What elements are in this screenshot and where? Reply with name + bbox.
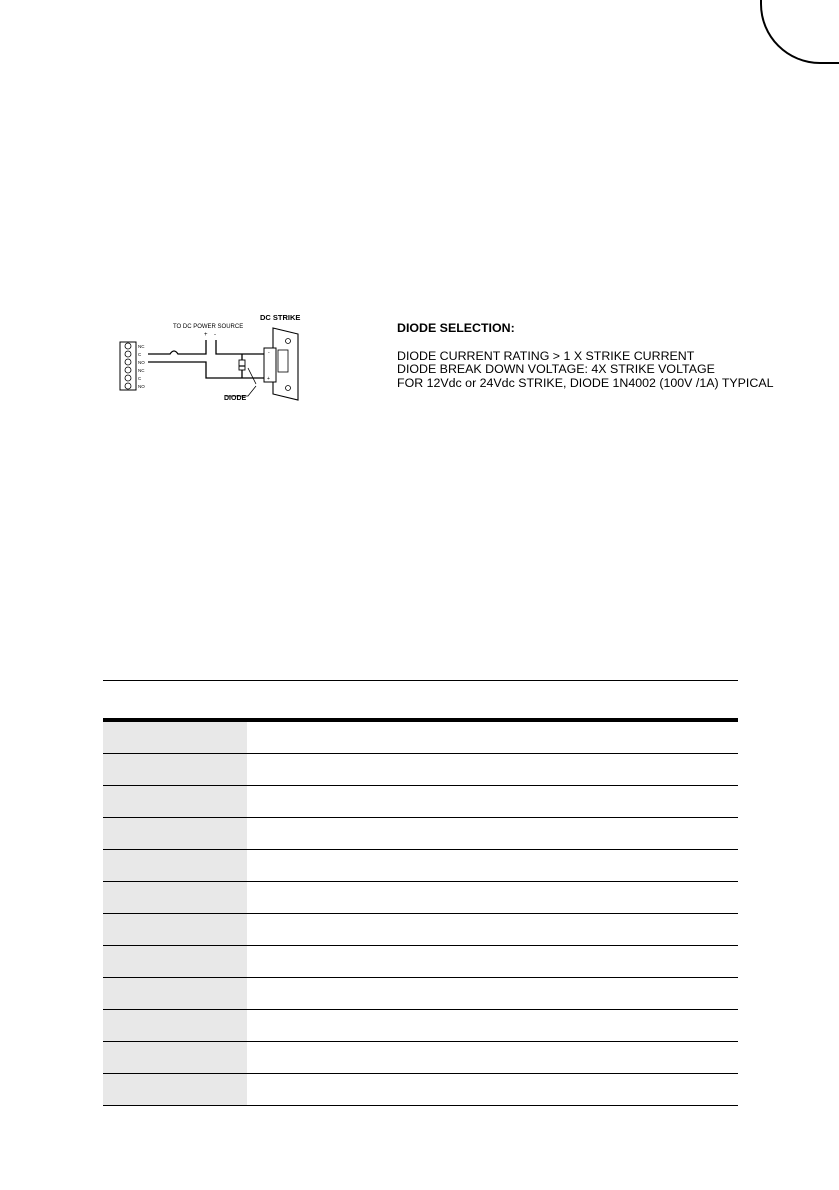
terminal-label: NC <box>138 344 145 349</box>
terminal-label: NO <box>138 360 145 365</box>
table-row <box>103 722 738 754</box>
row-label-cell <box>103 818 247 849</box>
row-value-cell <box>247 754 738 785</box>
row-value-cell <box>247 978 738 1009</box>
diode-note-line: DIODE BREAK DOWN VOLTAGE: 4X STRIKE VOLTAGE <box>397 362 715 376</box>
wiring-diagram-svg <box>108 300 318 410</box>
diode-selection-notes <box>397 321 774 390</box>
terminal-label: NC <box>138 368 145 373</box>
row-label-cell <box>103 786 247 817</box>
table-row <box>103 1042 738 1074</box>
diode-symbol <box>239 360 245 370</box>
strike-plus: + <box>267 376 270 382</box>
row-label-cell <box>103 850 247 881</box>
row-value-cell <box>247 1010 738 1041</box>
dc-strike-label: DC STRIKE <box>260 313 301 322</box>
power-minus-label: - <box>214 332 216 338</box>
diode-note-line: DIODE CURRENT RATING > 1 X STRIKE CURRENT <box>397 348 695 363</box>
strike-minus: - <box>268 350 270 356</box>
spec-table <box>103 680 738 1106</box>
row-value-cell <box>247 914 738 945</box>
diode-note-line: FOR 12Vdc or 24Vdc STRIKE, DIODE 1N4002 (100V /1A) TYPICAL <box>397 375 774 390</box>
terminal-label: NO <box>138 384 145 389</box>
row-value-cell <box>247 818 738 849</box>
table-row <box>103 914 738 946</box>
table-row <box>103 946 738 978</box>
diode-label: DIODE <box>224 395 247 402</box>
row-label-cell <box>103 722 247 753</box>
row-value-cell <box>247 882 738 913</box>
row-value-cell <box>247 850 738 881</box>
strike-body <box>264 348 276 382</box>
table-row <box>103 1010 738 1042</box>
table-row <box>103 978 738 1010</box>
power-source-label: TO DC POWER SOURCE <box>173 324 244 330</box>
row-value-cell <box>247 722 738 753</box>
row-value-cell <box>247 1042 738 1073</box>
row-value-cell <box>247 786 738 817</box>
terminal-label: C <box>138 352 142 357</box>
row-label-cell <box>103 882 247 913</box>
table-row <box>103 850 738 882</box>
row-label-cell <box>103 978 247 1009</box>
table-row <box>103 1074 738 1106</box>
table-row <box>103 818 738 850</box>
table-row <box>103 882 738 914</box>
row-label-cell <box>103 1010 247 1041</box>
table-row <box>103 786 738 818</box>
row-label-cell <box>103 946 247 977</box>
row-value-cell <box>247 946 738 977</box>
page-corner-decoration <box>760 0 839 64</box>
row-value-cell <box>247 1074 738 1105</box>
table-header <box>103 681 738 722</box>
row-label-cell <box>103 1042 247 1073</box>
row-label-cell <box>103 754 247 785</box>
row-label-cell <box>103 1074 247 1105</box>
diode-selection-title: DIODE SELECTION: <box>397 321 515 335</box>
table-row <box>103 754 738 786</box>
row-label-cell <box>103 914 247 945</box>
wiring-diagram <box>108 300 318 410</box>
terminal-label: C <box>138 376 142 381</box>
power-plus-label: + <box>204 332 208 338</box>
wires <box>148 340 264 378</box>
